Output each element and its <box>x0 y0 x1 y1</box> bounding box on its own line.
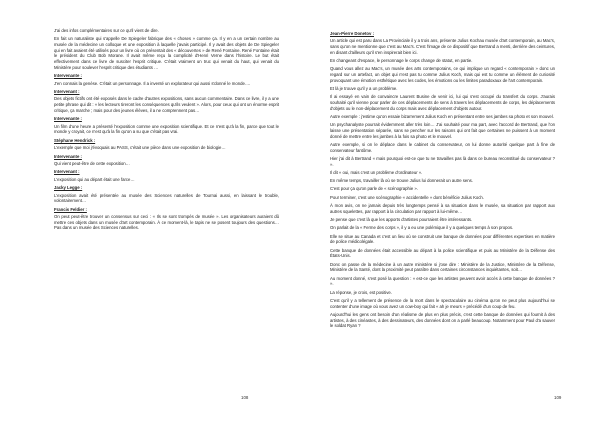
speaker-label: Intervenante : <box>54 73 82 79</box>
paragraph: En même temps, travailler là où se trouve Julius lui donnerait un autre sens. <box>330 178 473 184</box>
paragraph: Au moment donné, s'est posé la question : « est-ce que les artistes peuvent avoir accès à cette banque de données ? ». <box>330 275 555 287</box>
paragraph: J'en connais la genèse. C'était un personnage. Il a inventé un explorateur qui aussi s'donné le monde…. <box>54 80 251 86</box>
paragraph: Pour terminer, c'est une scénographie « accidentelle » dont bénéficie Julius Koch. <box>330 194 484 200</box>
paragraph: J'ai des infos complémentaires sur ce qu'il vient de dire. <box>54 28 159 33</box>
paragraph: En changeant d'espace, le personnage le corps change de statut, en partie. <box>330 57 473 63</box>
paragraph: Autre exemple, si on le déplace dans le cabinet du conservateur, on lui donne autorité quelque part à fine de conservateur fantôme. <box>330 141 555 153</box>
left-page-number: 108 <box>241 395 249 400</box>
paragraph: On peut peut-être trouver un consensus sur ceci : « Ils se sont trompés de musée ». Les organisateurs auraient dû mettre ces objets dans un musée d'art contemporain. À ce moment-là, le tapis ne se posent toujours des questions… Pas dans un musée des Sciences naturelles. <box>54 214 279 231</box>
paragraph: Un article qui est paru dans La Provinciale il y a trois ans, présente Julius Kochau musée d'art contemporain, au Mac's, sans qu'on ne mentionne que c'est au Mac's. C'est l'image de ce dispositif que Bertrand a menti, derrière des ceintures, en disant d'ailleurs qu'il s'en inspirerait bien ici. <box>330 38 555 55</box>
paragraph: Elle se situe au Canada et c'est un lieu où se construit une banque de données pour différentes expertises en matière de police médicolégale. <box>330 233 555 245</box>
paragraph: Des objets fictifs ont été exposés dans le cadre d'autres expositions, sans aucun commentaire. Dans ce livre, il y a une petite phrase qui dit : « les lecteurs tireront les conséquences qu'ils veulent ». Alors, pour ceux qui ont un énorme esprit critique, ça marche ; mais pour des jeunes élèves, il a ne comprennent pas… <box>54 96 279 113</box>
speaker-label: Jacky Legge : <box>54 185 83 191</box>
paragraph: Un psychanalyste pourrait évidemment aller très loin… J'ai souhaité pour ma part, avec l'accord de Bertrand, que l'on laisse une présentation séparée, sans se pencher sur les raisons qui ont fait que certaines ne puissent à un moment donné de mettre entre les jambes à la fois sa photo et le mouvel. <box>330 122 555 139</box>
paragraph: Je pense que c'est là que les apports d'artistes pourraient être intéressants. <box>330 216 473 222</box>
paragraph: Donc on passe de la médecine à un autre ministère si j'ose dire : Ministère de la Justice, Ministère de la Défense, Ministère de la Santé, dont la proximité peut paraître dans certaines circonstances inquiétantes, soit… <box>330 261 555 273</box>
paragraph: Aujourd'hui les gens ont besoin d'un réalisme de plus en plus précis, c'est cette banque de données qui fournit à des artistes, à des cinéastes, à des dessinateurs, des données dont on a parlé beaucoup. Notamment pour Paul d'a sauver le soldat Ryan ? <box>330 311 555 329</box>
paragraph: L'exemple que moi j'évoquais au PASS, c'était une pièce dans une exposition de biologie… <box>54 145 226 151</box>
speaker-label: Intervenante : <box>54 116 82 122</box>
right-page-number: 109 <box>554 395 562 400</box>
speaker-label: Intervenant : <box>54 89 80 95</box>
paragraph: Et là je trouve qu'il y a un problème. <box>330 85 398 91</box>
speaker-label: Intervenante : <box>54 153 82 159</box>
paragraph: Quand vous allez au Mac's, un musée des arts contemporains, ce qui implique un regard « contemporain » donc un regard sur un artefact, un objet qui n'est pas tu comme Julius Koch, mais qui est tu comme un élément de curiosité provoquant une émotion esthétique avec les codes, les émotions ou les limites paradoxaux de l'art contemporain. <box>330 66 555 83</box>
paragraph: On parlait de la « Ferme des corps », il y a eu une polémique il y a quelques temps à son propos. <box>330 225 514 231</box>
paragraph: Autre exemple : j'estime qu'on essaie bizarrement Julius Koch en présentant entre ses jambes sa photo et son mouvel. <box>330 113 554 119</box>
paragraph: C'est pour ça qu'on parle de « scénographie ». <box>330 186 418 192</box>
right-page-text-column <box>330 28 555 332</box>
paragraph: C'est qu'il y a tellement de présence de la mort dans le spectaculaire au cinéma qu'on ne peut plus aujourd'hui se contenter d'une image où vous avez un cow-boy qui fait « ah je meurs » précédé d'un coup de feu. <box>330 297 555 309</box>
paragraph: Un film d'une heure a présenté l'exposition comme une exposition scientifique. Et ce n'est qu'à la fin, parce que tout le monde y croyait, ce n'est qu'à la fin qu'on a su que c'était pas vrai. <box>54 123 279 135</box>
paragraph: Cette banque de données était accessible au départ à la police scientifique et puis au Ministère de la Défense des États-Unis. <box>330 247 555 259</box>
paragraph: Il ai essayé en vain de convaincre Laurent Busine de venir ici, lui qui s'est occupé du transfert du corps. J'aurais souhaité qu'il vienne pour parler de ces déplacements de sens à travers les déplacements de corps, les déplacements d'objets ou le non-déplacement du corps mais avec déplacement d'objets autour. <box>330 94 555 111</box>
speaker-label: Francis Feldier : <box>54 206 87 212</box>
paragraph: L'exposition qui au départ était une farce… <box>54 176 135 182</box>
paragraph: Hier j'ai dit à Bertrand « mais pourquoi est-ce que tu ne travailles pas là dans ce bureau reconstitué du conservateur ? ». <box>330 155 555 167</box>
speaker-label: Intervenant : <box>54 169 80 175</box>
paragraph: Qui vient peut-être de cette exposition… <box>54 160 130 166</box>
paragraph: L'exposition avait été présentée au musée des Sciences naturelles de Tournai aussi, en laissant le trouble, volontairement… <box>54 192 279 204</box>
paragraph: Il dit « oui, mais c'est un problème d'ordinateur ». <box>330 169 423 175</box>
right-page <box>300 0 600 424</box>
paragraph: À mon avis, on ne jamais depuis très longtemps pensé à sa situation dans le musée, sa situation par rapport aux autres squelettes, par rapport à la circulation par rapport à lui-même… <box>330 202 555 214</box>
speaker-label: Jean-Pierre Donetov : <box>330 30 374 36</box>
paragraph: La réponse, je crois, est positive. <box>330 289 392 295</box>
paragraph: En fait un naturaliste qui s'appelle De Spiegeler fabrique des « choses » comme ça. Il y en a un certain nombre au musée de la médecine un colloque et une exposition à laquelle j'avais participé. Il y avait des objets de De Spiegeler qui en fait avaient été utilisés pour un livre où on présentait des « découvertes » de René Fontaine. René Fontaine était le président du Club Bob Morane. Il avait même reçu la complicité d'Henri Verne dans l'histoire. Le but était effectivement dans ce livre de susciter l'esprit critique. C'était vraiment un truc qui venait du haut, qui venait du Ministère pour soulever l'esprit critique des étudiants … <box>54 36 279 70</box>
speaker-label: Stéphane Hendrick : <box>54 137 96 143</box>
left-page-text-column <box>54 28 279 234</box>
